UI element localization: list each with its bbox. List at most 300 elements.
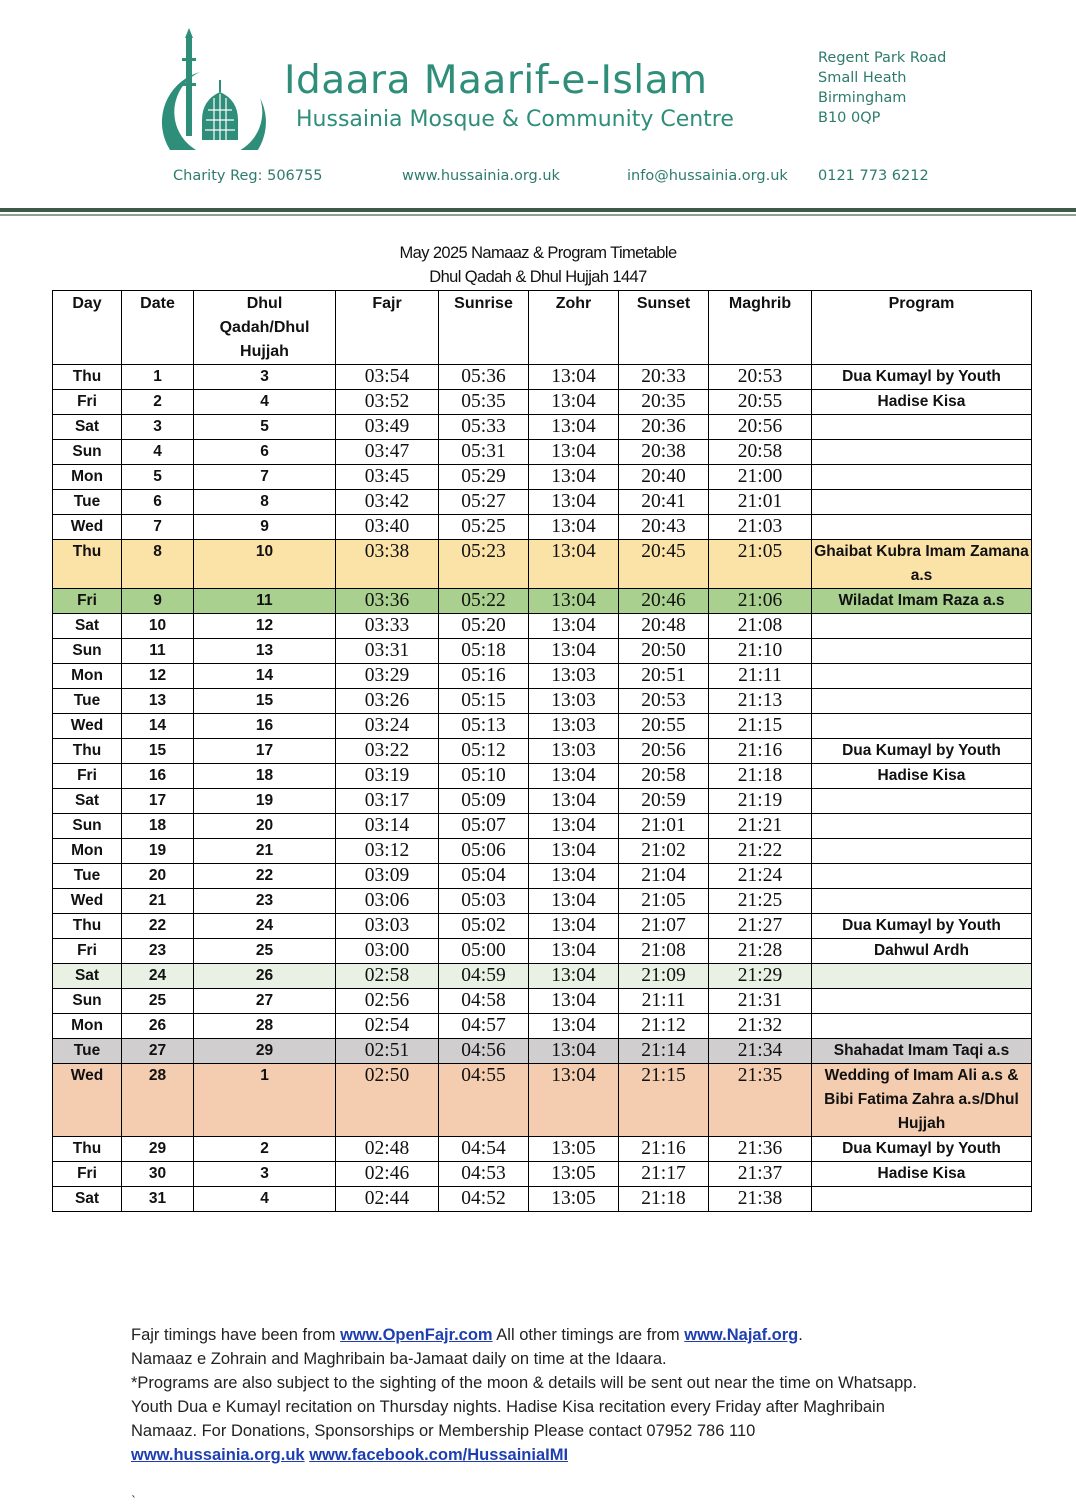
cell-sunrise: 05:18	[439, 639, 529, 664]
cell-day: Thu	[53, 914, 122, 939]
cell-fajr: 02:58	[336, 964, 439, 989]
cell-sunrise: 04:59	[439, 964, 529, 989]
table-row	[53, 1187, 1032, 1212]
cell-fajr: 02:46	[336, 1162, 439, 1187]
cell-sunrise: 05:23	[439, 540, 529, 589]
cell-zohr: 13:04	[529, 415, 619, 440]
table-row	[53, 864, 1032, 889]
table-row	[53, 1137, 1032, 1162]
cell-sunrise: 05:22	[439, 589, 529, 614]
cell-day: Fri	[53, 390, 122, 415]
cell-zohr: 13:04	[529, 614, 619, 639]
cell-maghrib: 20:53	[709, 365, 812, 390]
cell-day: Thu	[53, 540, 122, 589]
cell-program	[812, 515, 1032, 540]
cell-zohr: 13:04	[529, 390, 619, 415]
cell-sunrise: 05:16	[439, 664, 529, 689]
cell-zohr: 13:03	[529, 739, 619, 764]
cell-zohr: 13:04	[529, 639, 619, 664]
hussainia-site-link[interactable]: www.hussainia.org.uk	[131, 1446, 305, 1464]
footer-text: .	[798, 1326, 803, 1344]
cell-sunrise: 05:02	[439, 914, 529, 939]
cell-maghrib: 21:16	[709, 739, 812, 764]
table-row	[53, 390, 1032, 415]
cell-maghrib: 21:19	[709, 789, 812, 814]
table-row	[53, 739, 1032, 764]
footer-notes	[131, 1323, 951, 1467]
cell-maghrib: 21:03	[709, 515, 812, 540]
table-row	[53, 589, 1032, 614]
cell-day: Mon	[53, 839, 122, 864]
cell-program: Dahwul Ardh	[812, 939, 1032, 964]
address-line: Regent Park Road	[818, 50, 947, 66]
cell-fajr: 03:45	[336, 465, 439, 490]
cell-program	[812, 814, 1032, 839]
cell-program	[812, 1187, 1032, 1212]
cell-fajr: 03:40	[336, 515, 439, 540]
cell-fajr: 02:56	[336, 989, 439, 1014]
cell-zohr: 13:04	[529, 465, 619, 490]
cell-maghrib: 21:15	[709, 714, 812, 739]
cell-sunset: 20:33	[619, 365, 709, 390]
cell-sunset: 20:40	[619, 465, 709, 490]
cell-date: 4	[122, 440, 194, 465]
cell-day: Sat	[53, 789, 122, 814]
cell-hijri: 8	[194, 490, 336, 515]
cell-maghrib: 21:13	[709, 689, 812, 714]
cell-date: 8	[122, 540, 194, 589]
cell-maghrib: 21:29	[709, 964, 812, 989]
cell-fajr: 02:54	[336, 1014, 439, 1039]
cell-sunset: 20:43	[619, 515, 709, 540]
cell-day: Sat	[53, 415, 122, 440]
timetable-subtitle: Dhul Qadah & Dhul Hujjah 1447	[429, 268, 647, 286]
cell-fajr: 03:06	[336, 889, 439, 914]
cell-hijri: 3	[194, 365, 336, 390]
cell-sunrise: 05:09	[439, 789, 529, 814]
cell-sunrise: 04:57	[439, 1014, 529, 1039]
cell-date: 3	[122, 415, 194, 440]
cell-sunset: 20:59	[619, 789, 709, 814]
cell-sunrise: 04:52	[439, 1187, 529, 1212]
cell-maghrib: 21:01	[709, 490, 812, 515]
cell-fajr: 03:19	[336, 764, 439, 789]
cell-sunrise: 05:27	[439, 490, 529, 515]
cell-zohr: 13:04	[529, 889, 619, 914]
cell-sunset: 21:12	[619, 1014, 709, 1039]
cell-fajr: 02:51	[336, 1039, 439, 1064]
timetable-table	[52, 290, 1032, 1212]
cell-zohr: 13:04	[529, 440, 619, 465]
cell-fajr: 03:54	[336, 365, 439, 390]
cell-fajr: 03:52	[336, 390, 439, 415]
cell-sunset: 21:01	[619, 814, 709, 839]
cell-date: 18	[122, 814, 194, 839]
cell-date: 5	[122, 465, 194, 490]
openfajr-link[interactable]: www.OpenFajr.com	[340, 1326, 493, 1344]
cell-sunset: 21:02	[619, 839, 709, 864]
cell-program	[812, 889, 1032, 914]
cell-date: 16	[122, 764, 194, 789]
cell-sunrise: 04:54	[439, 1137, 529, 1162]
cell-hijri: 27	[194, 989, 336, 1014]
cell-maghrib: 21:28	[709, 939, 812, 964]
cell-maghrib: 21:24	[709, 864, 812, 889]
cell-date: 11	[122, 639, 194, 664]
cell-hijri: 24	[194, 914, 336, 939]
cell-zohr: 13:04	[529, 540, 619, 589]
cell-hijri: 1	[194, 1064, 336, 1137]
cell-sunrise: 05:36	[439, 365, 529, 390]
cell-day: Sun	[53, 639, 122, 664]
cell-program	[812, 689, 1032, 714]
cell-date: 2	[122, 390, 194, 415]
timetable-title: May 2025 Namaaz & Program Timetable	[399, 244, 677, 262]
najaf-link[interactable]: www.Najaf.org	[684, 1326, 799, 1344]
cell-maghrib: 21:18	[709, 764, 812, 789]
table-row	[53, 714, 1032, 739]
footer-links	[131, 1443, 951, 1467]
cell-program: Dua Kumayl by Youth	[812, 739, 1032, 764]
cell-day: Sat	[53, 964, 122, 989]
cell-hijri: 13	[194, 639, 336, 664]
facebook-link[interactable]: www.facebook.com/HussainiaIMI	[309, 1446, 569, 1464]
header-divider-thin	[0, 214, 1076, 216]
cell-hijri: 22	[194, 864, 336, 889]
cell-maghrib: 21:11	[709, 664, 812, 689]
cell-hijri: 26	[194, 964, 336, 989]
cell-date: 24	[122, 964, 194, 989]
table-row	[53, 814, 1032, 839]
table-row	[53, 664, 1032, 689]
cell-fajr: 03:49	[336, 415, 439, 440]
cell-sunset: 20:55	[619, 714, 709, 739]
cell-hijri: 16	[194, 714, 336, 739]
col-header-maghrib: Maghrib	[709, 291, 812, 365]
cell-program	[812, 864, 1032, 889]
cell-maghrib: 20:55	[709, 390, 812, 415]
footer-sources	[131, 1323, 951, 1347]
email-link[interactable]: info@hussainia.org.uk	[627, 168, 788, 184]
cell-sunset: 20:51	[619, 664, 709, 689]
cell-day: Thu	[53, 739, 122, 764]
cell-sunrise: 05:35	[439, 390, 529, 415]
cell-program	[812, 440, 1032, 465]
table-row	[53, 515, 1032, 540]
cell-date: 6	[122, 490, 194, 515]
cell-maghrib: 21:25	[709, 889, 812, 914]
cell-zohr: 13:03	[529, 689, 619, 714]
cell-sunrise: 05:13	[439, 714, 529, 739]
cell-zohr: 13:04	[529, 1039, 619, 1064]
cell-day: Tue	[53, 689, 122, 714]
cell-hijri: 3	[194, 1162, 336, 1187]
cell-maghrib: 21:27	[709, 914, 812, 939]
cell-maghrib: 21:05	[709, 540, 812, 589]
cell-hijri: 15	[194, 689, 336, 714]
cell-date: 22	[122, 914, 194, 939]
cell-sunset: 21:07	[619, 914, 709, 939]
cell-sunset: 20:38	[619, 440, 709, 465]
cell-day: Thu	[53, 1137, 122, 1162]
table-row	[53, 1039, 1032, 1064]
footer-text: All other timings are from	[492, 1326, 685, 1344]
cell-program: Hadise Kisa	[812, 764, 1032, 789]
cell-day: Sun	[53, 814, 122, 839]
cell-sunrise: 05:00	[439, 939, 529, 964]
cell-date: 14	[122, 714, 194, 739]
table-row	[53, 465, 1032, 490]
cell-sunset: 21:11	[619, 989, 709, 1014]
table-row	[53, 1014, 1032, 1039]
cell-fajr: 03:31	[336, 639, 439, 664]
cell-maghrib: 21:08	[709, 614, 812, 639]
cell-day: Mon	[53, 465, 122, 490]
org-subtitle: Hussainia Mosque & Community Centre	[296, 107, 734, 132]
cell-zohr: 13:04	[529, 989, 619, 1014]
cell-sunrise: 05:06	[439, 839, 529, 864]
cell-sunrise: 04:53	[439, 1162, 529, 1187]
cell-fajr: 03:17	[336, 789, 439, 814]
cell-maghrib: 21:36	[709, 1137, 812, 1162]
cell-maghrib: 20:56	[709, 415, 812, 440]
cell-date: 7	[122, 515, 194, 540]
cell-fajr: 03:38	[336, 540, 439, 589]
cell-sunrise: 04:56	[439, 1039, 529, 1064]
col-header-day: Day	[53, 291, 122, 365]
cell-day: Tue	[53, 1039, 122, 1064]
cell-sunset: 21:16	[619, 1137, 709, 1162]
cell-program	[812, 664, 1032, 689]
cell-maghrib: 21:35	[709, 1064, 812, 1137]
cell-sunrise: 05:15	[439, 689, 529, 714]
cell-sunrise: 05:33	[439, 415, 529, 440]
footer-text: Fajr timings have been from	[131, 1326, 341, 1344]
cell-fajr: 03:03	[336, 914, 439, 939]
cell-maghrib: 21:37	[709, 1162, 812, 1187]
cell-program	[812, 639, 1032, 664]
cell-program	[812, 415, 1032, 440]
cell-maghrib: 21:32	[709, 1014, 812, 1039]
table-row	[53, 964, 1032, 989]
cell-program: Hadise Kisa	[812, 390, 1032, 415]
address-line: B10 0QP	[818, 110, 881, 126]
table-row	[53, 440, 1032, 465]
cell-date: 15	[122, 739, 194, 764]
cell-zohr: 13:04	[529, 789, 619, 814]
cell-maghrib: 21:22	[709, 839, 812, 864]
cell-date: 13	[122, 689, 194, 714]
cell-maghrib: 21:06	[709, 589, 812, 614]
cell-fajr: 03:00	[336, 939, 439, 964]
cell-fajr: 03:36	[336, 589, 439, 614]
footer-moon-note: *Programs are also subject to the sighting of the moon & details will be sent out near the time on Whatsapp.	[131, 1374, 918, 1392]
cell-hijri: 6	[194, 440, 336, 465]
cell-fajr: 03:26	[336, 689, 439, 714]
cell-zohr: 13:04	[529, 515, 619, 540]
cell-date: 19	[122, 839, 194, 864]
cell-maghrib: 21:38	[709, 1187, 812, 1212]
cell-date: 25	[122, 989, 194, 1014]
cell-hijri: 14	[194, 664, 336, 689]
cell-day: Wed	[53, 515, 122, 540]
cell-sunset: 21:05	[619, 889, 709, 914]
cell-sunset: 20:53	[619, 689, 709, 714]
cell-program: Dua Kumayl by Youth	[812, 1137, 1032, 1162]
cell-date: 23	[122, 939, 194, 964]
table-row	[53, 490, 1032, 515]
charity-reg: Charity Reg: 506755	[173, 168, 323, 184]
cell-day: Wed	[53, 889, 122, 914]
cell-program: Ghaibat Kubra Imam Zamana a.s	[812, 540, 1032, 589]
cell-sunset: 20:50	[619, 639, 709, 664]
cell-sunset: 20:48	[619, 614, 709, 639]
cell-hijri: 4	[194, 1187, 336, 1212]
col-header-sunset: Sunset	[619, 291, 709, 365]
cell-date: 30	[122, 1162, 194, 1187]
col-header-date: Date	[122, 291, 194, 365]
cell-fajr: 03:24	[336, 714, 439, 739]
cell-program: Wedding of Imam Ali a.s & Bibi Fatima Zahra a.s/Dhul Hujjah	[812, 1064, 1032, 1137]
mosque-logo-icon	[160, 28, 270, 150]
cell-zohr: 13:04	[529, 914, 619, 939]
cell-program	[812, 490, 1032, 515]
table-row	[53, 614, 1032, 639]
cell-zohr: 13:04	[529, 365, 619, 390]
cell-hijri: 11	[194, 589, 336, 614]
cell-hijri: 4	[194, 390, 336, 415]
cell-day: Tue	[53, 490, 122, 515]
table-row	[53, 1064, 1032, 1137]
cell-date: 27	[122, 1039, 194, 1064]
cell-day: Mon	[53, 1014, 122, 1039]
cell-sunrise: 05:04	[439, 864, 529, 889]
cell-program: Wiladat Imam Raza a.s	[812, 589, 1032, 614]
cell-hijri: 25	[194, 939, 336, 964]
cell-zohr: 13:05	[529, 1162, 619, 1187]
cell-sunset: 21:15	[619, 1064, 709, 1137]
cell-day: Sat	[53, 1187, 122, 1212]
col-header-fajr: Fajr	[336, 291, 439, 365]
cell-program	[812, 839, 1032, 864]
cell-fajr: 03:42	[336, 490, 439, 515]
cell-sunset: 21:09	[619, 964, 709, 989]
table-row	[53, 789, 1032, 814]
cell-zohr: 13:04	[529, 939, 619, 964]
cell-maghrib: 21:34	[709, 1039, 812, 1064]
cell-date: 12	[122, 664, 194, 689]
cell-sunrise: 05:10	[439, 764, 529, 789]
cell-fajr: 03:09	[336, 864, 439, 889]
cell-day: Wed	[53, 1064, 122, 1137]
phone-number: 0121 773 6212	[818, 168, 929, 184]
cell-zohr: 13:04	[529, 864, 619, 889]
cell-hijri: 9	[194, 515, 336, 540]
cell-hijri: 17	[194, 739, 336, 764]
table-row	[53, 1162, 1032, 1187]
cell-fajr: 03:29	[336, 664, 439, 689]
table-row	[53, 689, 1032, 714]
cell-day: Fri	[53, 939, 122, 964]
cell-program	[812, 614, 1032, 639]
cell-program	[812, 964, 1032, 989]
cell-sunset: 21:17	[619, 1162, 709, 1187]
cell-program	[812, 465, 1032, 490]
cell-day: Fri	[53, 1162, 122, 1187]
cell-program	[812, 989, 1032, 1014]
cell-sunset: 21:14	[619, 1039, 709, 1064]
trailing-mark: `	[131, 1494, 137, 1508]
cell-date: 26	[122, 1014, 194, 1039]
table-row	[53, 540, 1032, 589]
cell-program	[812, 714, 1032, 739]
cell-zohr: 13:03	[529, 714, 619, 739]
website-link[interactable]: www.hussainia.org.uk	[402, 168, 560, 184]
cell-hijri: 28	[194, 1014, 336, 1039]
cell-zohr: 13:04	[529, 490, 619, 515]
cell-program: Dua Kumayl by Youth	[812, 365, 1032, 390]
cell-hijri: 19	[194, 789, 336, 814]
col-header-program: Program	[812, 291, 1032, 365]
cell-zohr: 13:04	[529, 589, 619, 614]
cell-sunset: 20:41	[619, 490, 709, 515]
cell-day: Tue	[53, 864, 122, 889]
cell-zohr: 13:04	[529, 764, 619, 789]
cell-fajr: 03:22	[336, 739, 439, 764]
cell-sunrise: 05:29	[439, 465, 529, 490]
col-header-sunrise: Sunrise	[439, 291, 529, 365]
address-line: Small Heath	[818, 70, 907, 86]
cell-sunrise: 05:20	[439, 614, 529, 639]
cell-sunset: 21:04	[619, 864, 709, 889]
cell-day: Fri	[53, 589, 122, 614]
cell-sunset: 20:36	[619, 415, 709, 440]
cell-sunrise: 04:55	[439, 1064, 529, 1137]
cell-fajr: 03:12	[336, 839, 439, 864]
cell-fajr: 03:14	[336, 814, 439, 839]
table-row	[53, 415, 1032, 440]
cell-day: Mon	[53, 664, 122, 689]
table-row	[53, 365, 1032, 390]
cell-fajr: 02:48	[336, 1137, 439, 1162]
cell-sunrise: 04:58	[439, 989, 529, 1014]
table-row	[53, 764, 1032, 789]
cell-day: Sun	[53, 989, 122, 1014]
col-header-zohr: Zohr	[529, 291, 619, 365]
cell-hijri: 21	[194, 839, 336, 864]
cell-fajr: 03:47	[336, 440, 439, 465]
cell-hijri: 20	[194, 814, 336, 839]
cell-sunrise: 05:31	[439, 440, 529, 465]
col-header-hijri: Dhul Qadah/Dhul Hujjah	[194, 291, 336, 365]
cell-day: Wed	[53, 714, 122, 739]
header-divider	[0, 208, 1076, 212]
cell-program	[812, 789, 1032, 814]
cell-sunrise: 05:07	[439, 814, 529, 839]
cell-sunset: 20:56	[619, 739, 709, 764]
cell-hijri: 18	[194, 764, 336, 789]
cell-day: Fri	[53, 764, 122, 789]
cell-day: Thu	[53, 365, 122, 390]
cell-hijri: 29	[194, 1039, 336, 1064]
cell-maghrib: 21:31	[709, 989, 812, 1014]
cell-sunrise: 05:12	[439, 739, 529, 764]
org-name: Idaara Maarif-e-Islam	[284, 58, 708, 103]
cell-zohr: 13:03	[529, 664, 619, 689]
cell-zohr: 13:04	[529, 1064, 619, 1137]
cell-sunrise: 05:25	[439, 515, 529, 540]
cell-fajr: 02:50	[336, 1064, 439, 1137]
